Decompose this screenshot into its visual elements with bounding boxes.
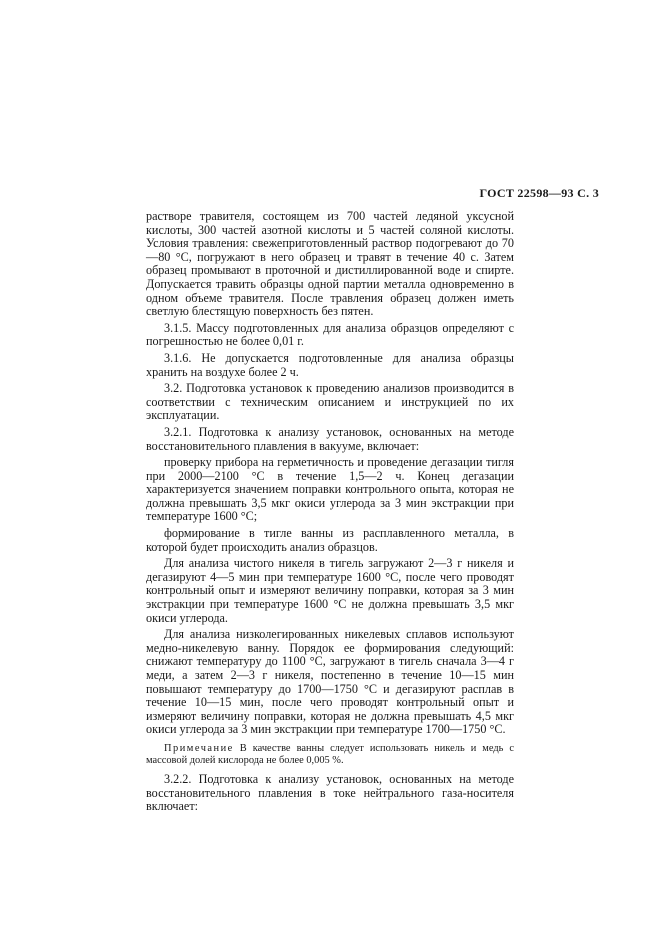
paragraph-3-1-6: 3.1.6. Не допускается подготовленные для анализа образцы хранить на воздухе более 2 ч. (146, 350, 514, 379)
paragraph-3-2-2: 3.2.2. Подготовка к анализу установок, основанных на методе восстановительного плавления в токе нейтрального газа-носителя включает: (146, 771, 514, 814)
paragraph-3-2-1: 3.2.1. Подготовка к анализу установок, основанных на методе восстановительного плавления в вакууме, включает: (146, 424, 514, 453)
paragraph-leak-check: проверку прибора на герметичность и проведение дегазации тигля при 2000—2100 °С в течение 1,5—2 ч. Конец дегазации характеризуется значением поправки контрольного опыта, которая не должна превышать 3,5 мкг окиси углерода за 3 мин экстракции при температуре 1600 °С; (146, 455, 514, 524)
page-header: ГОСТ 22598—93 С. 3 (479, 186, 599, 200)
document-body (146, 210, 514, 817)
paragraph-low-alloy-nickel: Для анализа низколегированных никелевых сплавов используют медно-никелевую ванну. Порядок ее формирования следующий: снижают температуру до 1100 °С, загружают в тигель сначала 3—4 г меди, а затем 2—3 г никеля, постепенно в течение 10—15 мин повышают температуру до 1700—1750 °С и дегазируют расплав в течение 10—15 мин, после чего проводят контрольный опыт и измеряют величину поправки, которая не должна превышать 4,5 мкг окиси углерода за 3 мин экстракции при температуре 1700—1750 °С. (146, 627, 514, 737)
note-text: В качестве ванны следует использовать никель и медь с массовой долей кислорода не более 0,005 %. (146, 742, 514, 766)
paragraph-etching-solution: растворе травителя, состоящем из 700 частей ледяной уксусной кислоты, 300 частей азотной кислоты и 5 частей соляной кислоты. Условия травления: свежеприготовленный раствор подогревают до 70—80 °С, погружают в него образец и травят в течение 40 с. Затем образец промывают в проточной и дистиллированной воде и спирте. Допускается травить образцы одной партии металла одновременно в одном объеме травителя. После травления образец должен иметь светлую блестящую поверхность без пятен. (146, 209, 514, 319)
note-label: Примечание (164, 742, 234, 754)
paragraph-3-2: 3.2. Подготовка установок к проведению анализов производится в соответствии с техническим описанием и инструкцией по их эксплуатации. (146, 381, 514, 423)
note (146, 743, 514, 767)
paragraph-pure-nickel: Для анализа чистого никеля в тигель загружают 2—3 г никеля и дегазируют 4—5 мин при температуре 1600 °С, после чего проводят контрольный опыт и измеряют величину поправки, которая за 3 мин экстракции при температуре 1600 °С не должна превышать 3,5 мкг окиси углерода. (146, 556, 514, 625)
paragraph-3-1-5: 3.1.5. Массу подготовленных для анализа образцов определяют с погрешностью не более 0,01 г. (146, 320, 514, 349)
paragraph-bath-forming: формирование в тигле ванны из расплавленного металла, в которой будет происходить анализ образцов. (146, 526, 514, 554)
